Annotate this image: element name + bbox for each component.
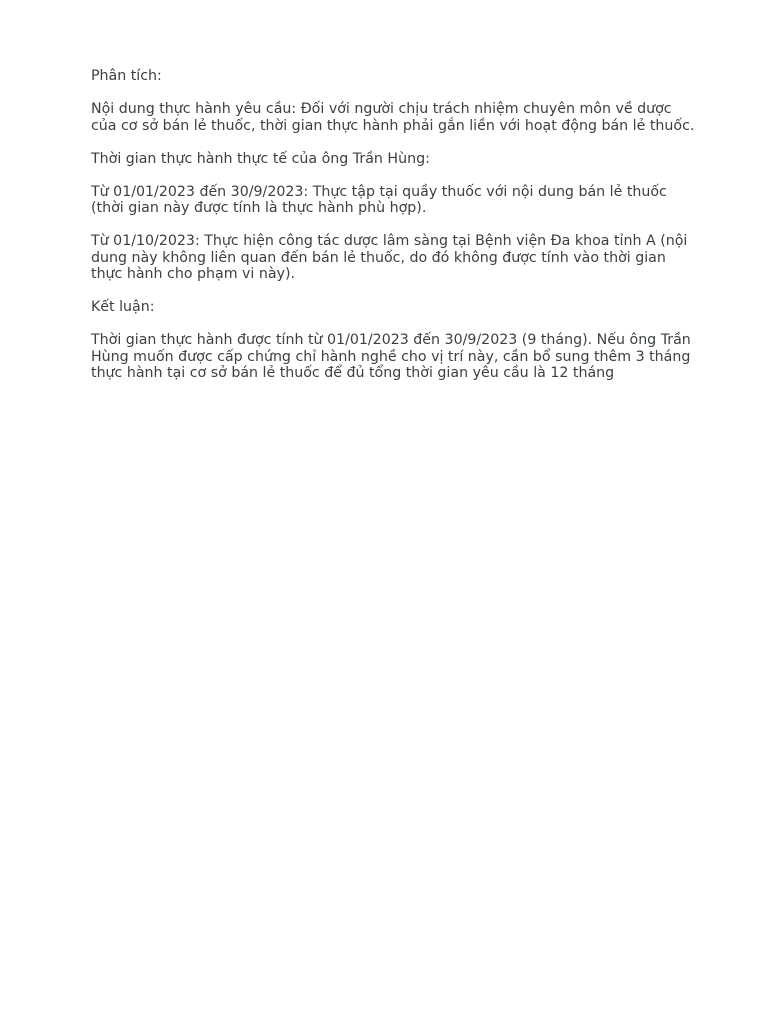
heading-analysis: Phân tích: (91, 68, 162, 84)
document-body (91, 68, 701, 398)
paragraph-period-2: Từ 01/10/2023: Thực hiện công tác dược lâm sàng tại Bệnh viện Đa khoa tỉnh A (nội dung này không liên quan đến bán lẻ thuốc, do đó không được tính vào thời gian thực hành cho phạm vi này). (91, 233, 688, 282)
paragraph-period-1: Từ 01/01/2023 đến 30/9/2023: Thực tập tại quầy thuốc với nội dung bán lẻ thuốc (thời gian này được tính là thực hành phù hợp). (91, 183, 667, 216)
paragraph-actual-time-intro: Thời gian thực hành thực tế của ông Trần Hùng: (91, 150, 430, 167)
heading-conclusion: Kết luận: (91, 299, 155, 315)
paragraph-requirement: Nội dung thực hành yêu cầu: Đối với người chịu trách nhiệm chuyên môn về dược của cơ sở bán lẻ thuốc, thời gian thực hành phải gắn liền với hoạt động bán lẻ thuốc. (91, 101, 695, 134)
paragraph-conclusion: Thời gian thực hành được tính từ 01/01/2023 đến 30/9/2023 (9 tháng). Nếu ông Trần Hùng muốn được cấp chứng chỉ hành nghề cho vị trí này, cần bổ sung thêm 3 tháng thực hành tại cơ sở bán lẻ thuốc để đủ tổng thời gian yêu cầu là 12 tháng (91, 332, 691, 381)
